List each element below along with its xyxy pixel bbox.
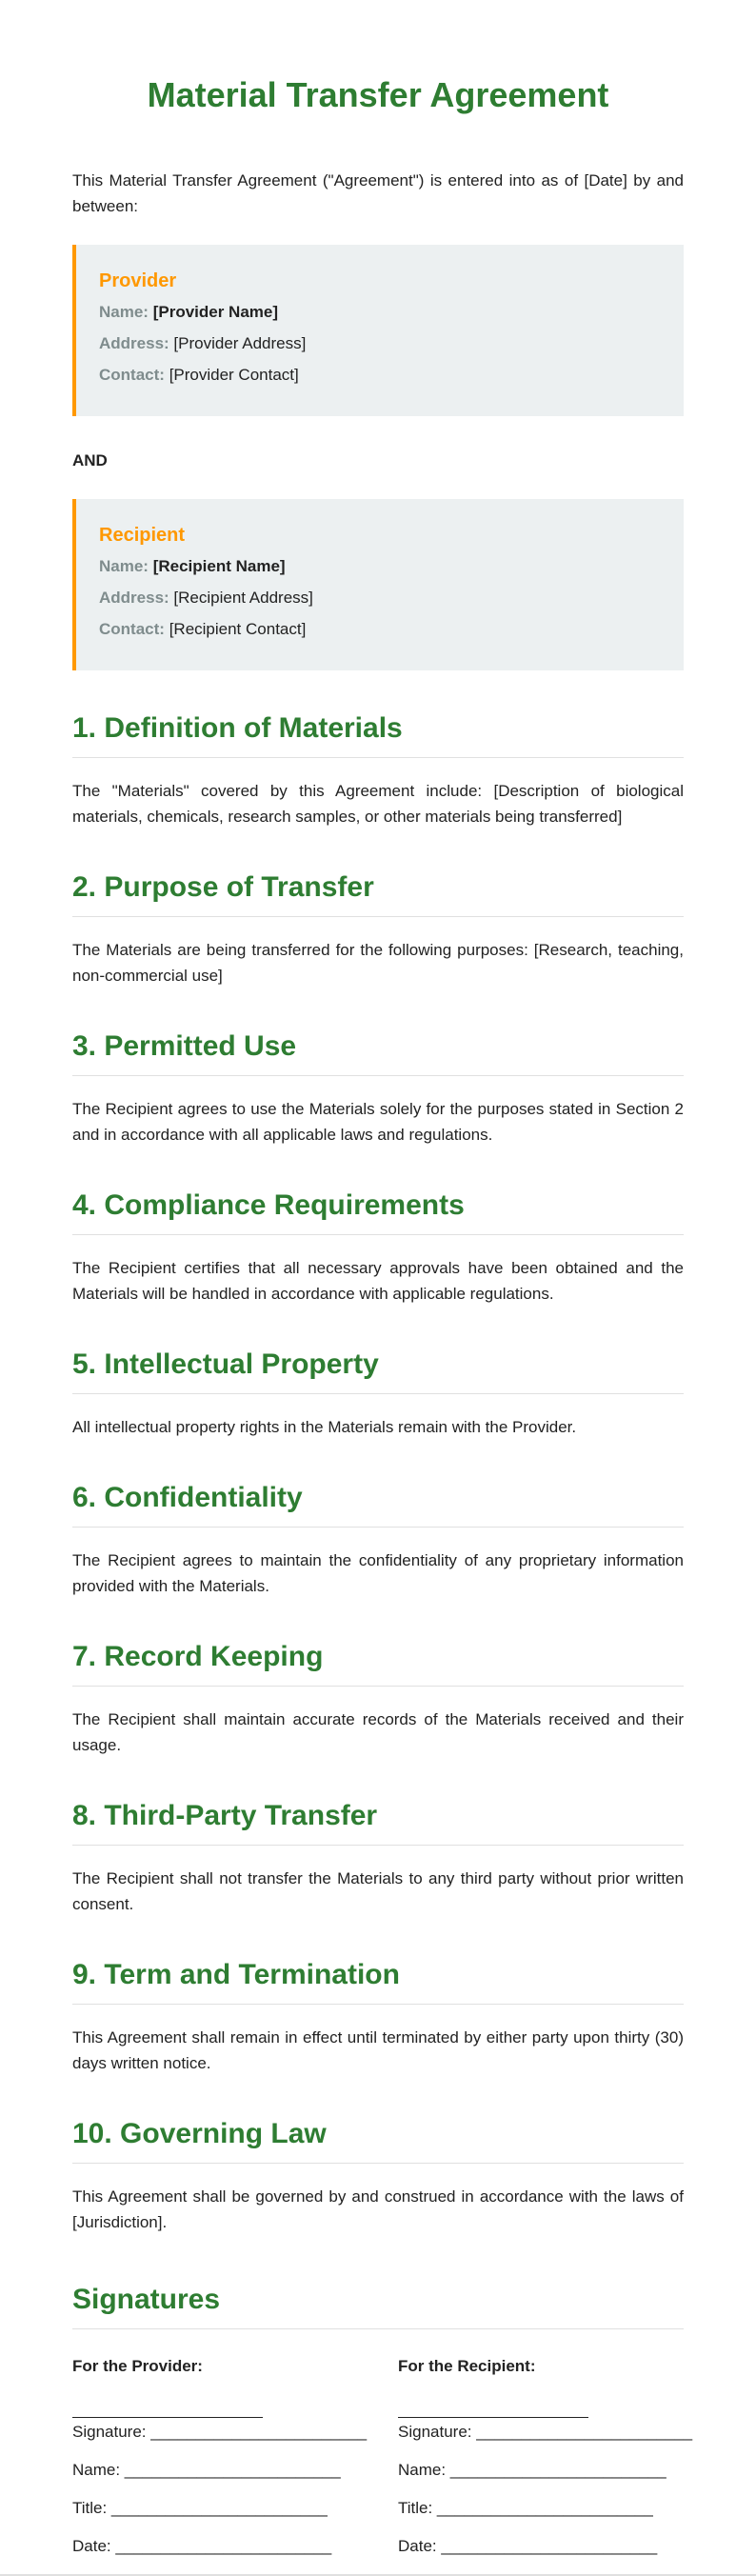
section-intellectual-property (72, 1348, 684, 1440)
section-compliance-requirements (72, 1188, 684, 1307)
section-heading: 9. Term and Termination (72, 1958, 684, 2005)
intro-paragraph: This Material Transfer Agreement ("Agreement") is entered into as of [Date] by and between: (72, 171, 684, 215)
section-body: The Recipient agrees to use the Materials solely for the purposes stated in Section 2 and in accordance with all applicable laws and regulations. (72, 1100, 684, 1144)
recipient-name-value: [Recipient Name] (152, 557, 286, 575)
section-heading: 8. Third-Party Transfer (72, 1799, 684, 1846)
section-body: The "Materials" covered by this Agreement include: [Description of biological materials, chemicals, research samples, or other materials being transferred] (72, 782, 684, 826)
provider-name-field[interactable]: Name: ________________________ (72, 2461, 341, 2479)
section-heading: 6. Confidentiality (72, 1481, 684, 1528)
recipient-name-field[interactable]: Name: ________________________ (398, 2461, 666, 2479)
provider-contact-line (99, 365, 659, 386)
section-body: This Agreement shall be governed by and construed in accordance with the laws of [Jurisdiction]. (72, 2187, 684, 2231)
section-heading: 4. Compliance Requirements (72, 1188, 684, 1235)
recipient-box (72, 499, 684, 670)
section-third-party-transfer (72, 1799, 684, 1917)
recipient-signature-line[interactable] (398, 2417, 588, 2418)
provider-contact-value: [Provider Contact] (169, 366, 299, 384)
provider-contact-label: Contact: (99, 366, 165, 384)
provider-signature-block (72, 2356, 368, 2574)
recipient-name-line (99, 556, 659, 577)
recipient-signature-block (398, 2356, 693, 2574)
provider-title: Provider (99, 270, 177, 291)
recipient-title: Recipient (99, 525, 186, 546)
recipient-address-label: Address: (99, 589, 169, 607)
provider-name-label: Name: (99, 303, 149, 321)
section-permitted-use (72, 1029, 684, 1148)
provider-address-line (99, 333, 659, 354)
recipient-address-value: [Recipient Address] (173, 589, 313, 607)
section-purpose-of-transfer (72, 870, 684, 988)
recipient-contact-label: Contact: (99, 620, 165, 638)
recipient-date-field[interactable]: Date: ________________________ (398, 2537, 658, 2555)
recipient-signature-field[interactable]: Signature: ________________________ (398, 2423, 693, 2441)
provider-name-line (99, 302, 659, 323)
section-heading: 2. Purpose of Transfer (72, 870, 684, 917)
section-heading: 7. Record Keeping (72, 1640, 684, 1687)
provider-signature-title: For the Provider: (72, 2357, 203, 2375)
and-separator: AND (72, 451, 108, 469)
provider-title-field[interactable]: Title: ________________________ (72, 2499, 328, 2517)
provider-signature-field[interactable]: Signature: ________________________ (72, 2423, 368, 2441)
section-definition-of-materials (72, 711, 684, 829)
provider-address-value: [Provider Address] (173, 334, 307, 352)
section-record-keeping (72, 1640, 684, 1758)
section-heading: 3. Permitted Use (72, 1029, 684, 1076)
document-title: Material Transfer Agreement (147, 75, 609, 114)
recipient-address-line (99, 588, 659, 609)
recipient-contact-value: [Recipient Contact] (169, 620, 307, 638)
section-heading: 10. Governing Law (72, 2117, 684, 2164)
provider-signature-line[interactable] (72, 2417, 263, 2418)
section-confidentiality (72, 1481, 684, 1599)
provider-date-field[interactable]: Date: ________________________ (72, 2537, 332, 2555)
section-term-and-termination (72, 1958, 684, 2076)
section-body: The Recipient certifies that all necessary approvals have been obtained and the Materials will be handled in accordance with applicable regulations. (72, 1259, 684, 1303)
section-body: The Recipient shall maintain accurate records of the Materials received and their usage. (72, 1710, 684, 1754)
signature-columns (72, 2356, 693, 2574)
section-body: The Recipient agrees to maintain the confidentiality of any proprietary information provided with the Materials. (72, 1551, 684, 1595)
section-body: This Agreement shall remain in effect until terminated by either party upon thirty (30) days written notice. (72, 2028, 684, 2072)
recipient-title-field[interactable]: Title: ________________________ (398, 2499, 653, 2517)
section-body: The Materials are being transferred for the following purposes: [Research, teaching, non-commercial use] (72, 941, 684, 985)
recipient-name-label: Name: (99, 557, 149, 575)
recipient-contact-line (99, 619, 659, 640)
signatures-section (72, 2283, 693, 2574)
recipient-signature-title: For the Recipient: (398, 2357, 536, 2375)
section-heading: 5. Intellectual Property (72, 1348, 684, 1394)
provider-box (72, 245, 684, 416)
provider-address-label: Address: (99, 334, 169, 352)
signatures-heading: Signatures (72, 2283, 684, 2329)
section-body: The Recipient shall not transfer the Materials to any third party without prior written consent. (72, 1869, 684, 1913)
section-body: All intellectual property rights in the Materials remain with the Provider. (72, 1418, 577, 1436)
provider-name-value: [Provider Name] (152, 303, 279, 321)
section-heading: 1. Definition of Materials (72, 711, 684, 758)
section-governing-law (72, 2117, 684, 2235)
